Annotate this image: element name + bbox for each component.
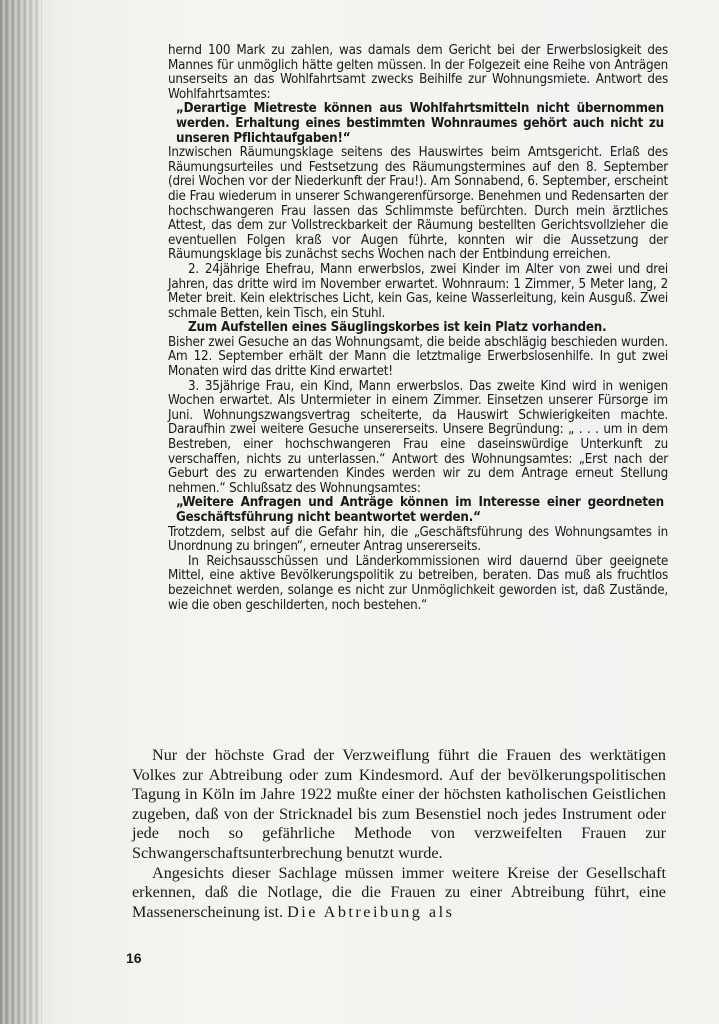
body-paragraph (132, 864, 666, 923)
case-paragraph: In Reichsausschüssen und Länderkommissionen wird dauernd über geeignete Mittel, eine aktive Bevölkerungspolitik zu betreiben, beraten. Das muß als fruchtlos bezeichnet werden, solange es nicht zur Unmöglichkeit geworden ist, daß Zustände, wie die oben geschilderten, noch bestehen.“ (168, 553, 668, 613)
body-paragraph: Nur der höchste Grad der Verzweiflung führt die Frauen des werktätigen Volkes zur Abtreibung oder zum Kindesmord. Auf der bevölkerungspolitischen Tagung in Köln im Jahre 1922 mußte einer der höchsten katholischen Geistlichen zugeben, daß von der Stricknadel bis zum Besenstiel noch jedes Instrument oder jede noch so gefährliche Methode von verzweifelten Frauen zur Schwangerschaftsunterbrechung benutzt wurde. (132, 746, 666, 862)
page-number: 16 (126, 950, 142, 966)
case-paragraph: Inzwischen Räumungsklage seitens des Hauswirtes beim Amtsgericht. Erlaß des Räumungsurteiles und Festsetzung des Räumungstermines auf den 8. September (drei Wochen vor der Niederkunft der Frau!). Am Sonnabend, 6. September, erscheint die Frau wiederum in unserer Schwangerenfürsorge. Benehmen und Redensarten der hochschwangeren Frau lassen das Schlimmste befürchten. Durch mein ärztliches Attest, das dem zur Vollstreckbarkeit der Räumung bestellten Gerichtsvollzieher die eventuellen Folgen kraß vor Augen führte, konnten wir die Aussetzung der Räumungsklage bis zunächst sechs Wochen nach der Entbindung erreichen. (168, 145, 668, 263)
case-paragraph: 3. 35jährige Frau, ein Kind, Mann erwerbslos. Das zweite Kind wird in wenigen Wochen erwartet. Als Untermieter in einem Zimmer. Einsetzen unserer Fürsorge im Juni. Wohnungszwangsvertrag scheiterte, da Hauswirt Schwierigkeiten machte. Daraufhin zwei weitere Gesuche unsererseits. Unsere Begründung: „ . . . um in dem Bestreben, einer hochschwangeren Frau eine daseinswürdige Unterkunft zu verschaffen, nichts zu unterlassen.“ Antwort des Wohnungsamtes: „Erst nach der Geburt des zu erwartenden Kindes werden wir zu dem Antrage erneut Stellung nehmen.“ Schlußsatz des Wohnungsamtes: (168, 378, 668, 496)
case-paragraph: Trotzdem, selbst auf die Gefahr hin, die „Geschäftsführung des Wohnungsamtes in Unordnung zu bringen“, erneuter Antrag unsererseits. (168, 524, 668, 555)
spaced-emphasis-text: Die Abtreibung als (287, 902, 455, 921)
case-paragraph: Bisher zwei Gesuche an das Wohnungsamt, die beide abschlägig beschieden wurden. Am 12. September erhält der Mann die letztmalige Erwerbslosenhilfe. In gut zwei Monaten wird das dritte Kind erwartet! (168, 334, 668, 380)
book-binding-edge (0, 0, 42, 1024)
main-text-block (132, 746, 666, 922)
quoted-reply-bold: „Weitere Anfragen und Anträge können im Interesse einer geordneten Geschäftsführung nicht beantwortet werden.“ (176, 495, 664, 525)
case-paragraph: hernd 100 Mark zu zahlen, was damals dem Gericht bei der Erwerbslosigkeit des Mannes für unmöglich hätte gelten müssen. In der Folgezeit eine Reihe von Anträgen unserseits an das Wohlfahrtsamt zwecks Beihilfe zur Wohnungsmiete. Antwort des Wohlfahrtsamtes: (168, 43, 668, 102)
emphasis-line-bold: Zum Aufstellen eines Säuglingskorbes ist kein Platz vorhanden. (188, 320, 607, 336)
case-paragraph: 2. 24jährige Ehefrau, Mann erwerbslos, zwei Kinder im Alter von zwei und drei Jahren, das dritte wird im November erwartet. Wohnraum: 1 Zimmer, 5 Meter lang, 2 Meter breit. Kein elektrisches Licht, kein Gas, keine Wasserleitung, kein Ausguß. Zwei schmale Betten, kein Tisch, ein Stuhl. (168, 261, 668, 321)
quoted-reply-bold: „Derartige Mietreste können aus Wohlfahrtsmitteln nicht übernommen werden. Erhaltung eines bestimmten Wohnraumes gehört auch nicht zu unseren Pflichtaufgaben!“ (176, 101, 664, 146)
case-reports-block (168, 44, 668, 613)
body-paragraph-text: Angesichts dieser Sachlage müssen immer weitere Kreise der Gesellschaft erkennen, daß die Notlage, die die Frauen zu einer Abtreibung führt, eine Massenerscheinung ist. (132, 863, 666, 921)
